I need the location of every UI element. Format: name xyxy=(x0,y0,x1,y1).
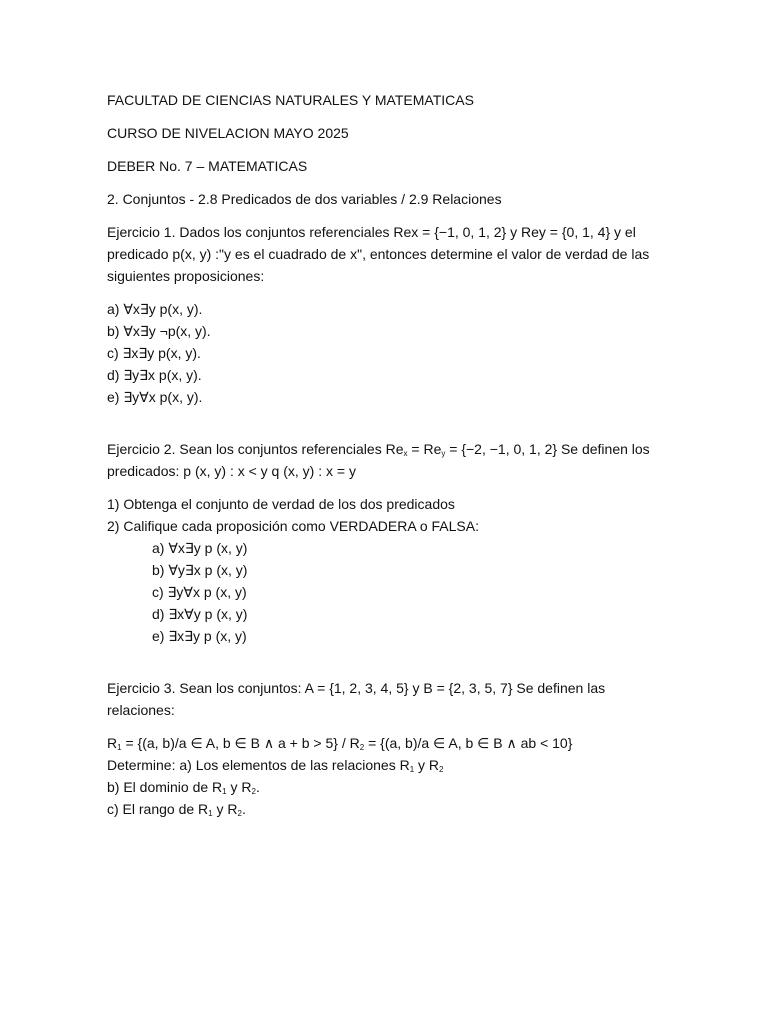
subscript-y: y xyxy=(441,449,446,458)
task-b-conjunction: y R xyxy=(226,779,252,795)
exercise-3-intro: Ejercicio 3. Sean los conjuntos: A = {1, 2, 3, 4, 5} y B = {2, 3, 5, 7} Se definen las relaciones: xyxy=(107,680,606,718)
relation-2-definition: = {(a, b)/a ∈ A, b ∈ B ∧ ab < 10} xyxy=(364,735,573,751)
subscript-1: 1 xyxy=(222,787,227,796)
exercise-2-item-c: c) ∃y∀x p (x, y) xyxy=(152,584,247,600)
exercise-1-intro: Ejercicio 1. Dados los conjuntos referenciales Rex = {−1, 0, 1, 2} y Rey = {0, 1, 4} y el predicado p(x, y) :"y es el cuadrado de x", entonces determine el valor de verdad de las siguientes proposiciones: xyxy=(107,224,650,284)
exercise-2-intro xyxy=(107,438,667,482)
exercise-2-list xyxy=(107,537,667,647)
exercise-1-item-d: d) ∃y∃x p(x, y). xyxy=(107,367,202,383)
exercise-3-task-b xyxy=(107,776,667,798)
exercise-2-item-a: a) ∀x∃y p (x, y) xyxy=(152,540,248,556)
subscript-1: 1 xyxy=(409,765,415,774)
task-b-period: . xyxy=(255,779,260,795)
exercise-1-item-b: b) ∀x∃y ¬p(x, y). xyxy=(107,323,211,339)
task-b-text: b) El dominio de R xyxy=(107,779,223,795)
task-c-conjunction: y R xyxy=(212,801,238,817)
topic-heading: 2. Conjuntos - 2.8 Predicados de dos variables / 2.9 Relaciones xyxy=(107,191,502,207)
exercise-1-item-a: a) ∀x∃y p(x, y). xyxy=(107,301,203,317)
task-c-period: . xyxy=(241,801,246,817)
subscript-2: 2 xyxy=(251,787,256,796)
course-heading: CURSO DE NIVELACION MAYO 2025 xyxy=(107,125,349,141)
exercise-3-relations xyxy=(107,732,667,754)
exercise-2-intro-text-a: Ejercicio 2. Sean los conjuntos referenciales Re xyxy=(107,441,404,457)
task-a-text: Determine: a) Los elementos de las relaciones R xyxy=(107,757,410,773)
assignment-heading: DEBER No. 7 – MATEMATICAS xyxy=(107,158,308,174)
exercise-2-task-1: 1) Obtenga el conjunto de verdad de los dos predicados xyxy=(107,496,455,512)
exercise-2-item-b: b) ∀y∃x p (x, y) xyxy=(152,562,248,578)
exercise-3-task-c xyxy=(107,798,667,820)
subscript-1: 1 xyxy=(117,743,122,752)
subscript-2: 2 xyxy=(237,809,242,818)
exercise-1-item-e: e) ∃y∀x p(x, y). xyxy=(107,389,203,405)
exercise-3-task-a xyxy=(107,754,667,776)
task-c-text: c) El rango de R xyxy=(107,801,209,817)
exercise-2-intro-text-c: = {−2, −1, 0, 1, 2} Se definen los predicados: p (x, y) : x < y q (x, y) : x = y xyxy=(107,441,650,479)
subscript-x: x xyxy=(403,449,408,458)
subscript-1: 1 xyxy=(208,809,213,818)
document-page xyxy=(107,89,667,820)
exercise-1-item-c: c) ∃x∃y p(x, y). xyxy=(107,345,201,361)
exercise-2-item-e: e) ∃x∃y p (x, y) xyxy=(152,628,247,644)
relation-1-definition: = {(a, b)/a ∈ A, b ∈ B ∧ a + b > 5} / R xyxy=(121,735,360,751)
subscript-2: 2 xyxy=(359,743,365,752)
task-a-conjunction: y R xyxy=(414,757,440,773)
exercise-1-list xyxy=(107,298,667,408)
exercise-2-intro-text-b: = Re xyxy=(407,441,442,457)
faculty-heading: FACULTAD DE CIENCIAS NATURALES Y MATEMATICAS xyxy=(107,92,474,108)
relation-symbol: R xyxy=(107,735,118,751)
subscript-2: 2 xyxy=(439,765,444,774)
exercise-2-task-2: 2) Califique cada proposición como VERDADERA o FALSA: xyxy=(107,518,479,534)
exercise-2-item-d: d) ∃x∀y p (x, y) xyxy=(152,606,248,622)
